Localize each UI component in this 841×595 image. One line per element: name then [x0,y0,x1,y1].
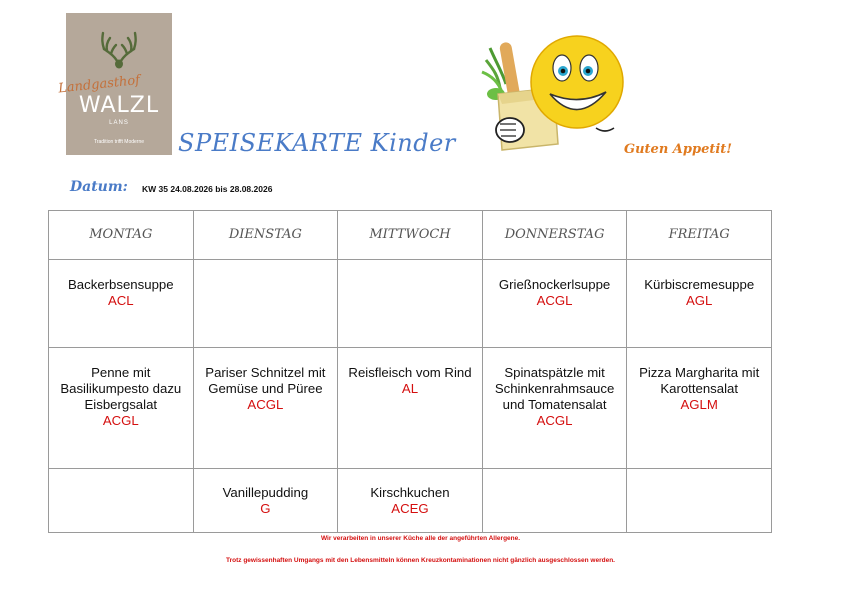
date-label: Datum: [70,179,128,195]
menu-cell [338,348,483,469]
menu-cell [193,348,338,469]
dish-name: Pizza Margharita mit Karottensalat [639,365,760,396]
allergen-note: Wir verarbeiten in unserer Küche alle der angeführten Allergene. [320,535,521,542]
menu-cell [627,260,772,348]
dish-name: Penne mit Basilikumpesto dazu Eisbergsalat [60,365,182,412]
day-header-wednesday: MITTWOCH [338,211,483,260]
restaurant-logo [57,13,172,155]
date-range: KW 35 24.08.2026 bis 28.08.2026 [142,184,273,194]
weekday-header-row [49,211,772,260]
menu-cell [627,469,772,533]
logo-location: LANS [109,120,129,126]
menu-cell [49,469,194,533]
dish-name: Spinatspätzle mit Schinkenrahmsauce und Tomatensalat [494,365,615,412]
allergen-codes: G [260,501,271,516]
logo-tagline: Tradition trifft Moderne [93,139,145,145]
greeting-text: Guten Appetit! [624,142,732,157]
allergen-codes: ACL [107,293,134,308]
allergen-codes: ACEG [391,501,429,516]
menu-cell [482,348,627,469]
logo-script-text: Landgasthof [57,72,141,97]
day-header-tuesday: DIENSTAG [193,211,338,260]
day-header-friday: FREITAG [627,211,772,260]
dish-name: Vanillepudding [222,485,309,500]
menu-cell [49,348,194,469]
page-title: SPEISEKARTE Kinder [178,129,456,157]
dish-name: Kirschkuchen [370,485,450,500]
dish-name: Grießnockerlsuppe [498,277,611,292]
menu-cell [338,260,483,348]
dish-name: Backerbsensuppe [68,277,174,292]
day-header-thursday: DONNERSTAG [482,211,627,260]
deer-antlers-icon [94,29,144,69]
dish-name: Reisfleisch vom Rind [348,365,472,380]
menu-cell [193,469,338,533]
allergen-codes: ACGL [247,397,284,412]
menu-cell [193,260,338,348]
allergen-codes: AGL [685,293,713,308]
dish-name: Pariser Schnitzel mit Gemüse und Püree [205,365,326,396]
allergen-codes: ACGL [536,413,573,428]
dish-name: Kürbiscremesuppe [644,277,755,292]
menu-row-main [49,348,772,469]
weekly-menu-table [48,210,772,533]
allergen-codes: ACGL [102,413,139,428]
logo-brand: WALZL [78,93,160,118]
menu-row-dessert [49,469,772,533]
menu-row-soup [49,260,772,348]
menu-cell [627,348,772,469]
menu-cell [338,469,483,533]
smiley-shopping-bag-icon [476,32,626,154]
allergen-codes: AGLM [680,397,718,412]
allergen-codes: ACGL [536,293,573,308]
allergen-codes: AL [401,381,419,396]
menu-cell [482,260,627,348]
menu-cell [49,260,194,348]
day-header-monday: MONTAG [49,211,194,260]
menu-cell [482,469,627,533]
cross-contamination-note: Trotz gewissenhaften Umgangs mit den Lebensmitteln können Kreuzkontaminationen nicht gänzlich ausgeschlossen werden. [226,557,615,564]
